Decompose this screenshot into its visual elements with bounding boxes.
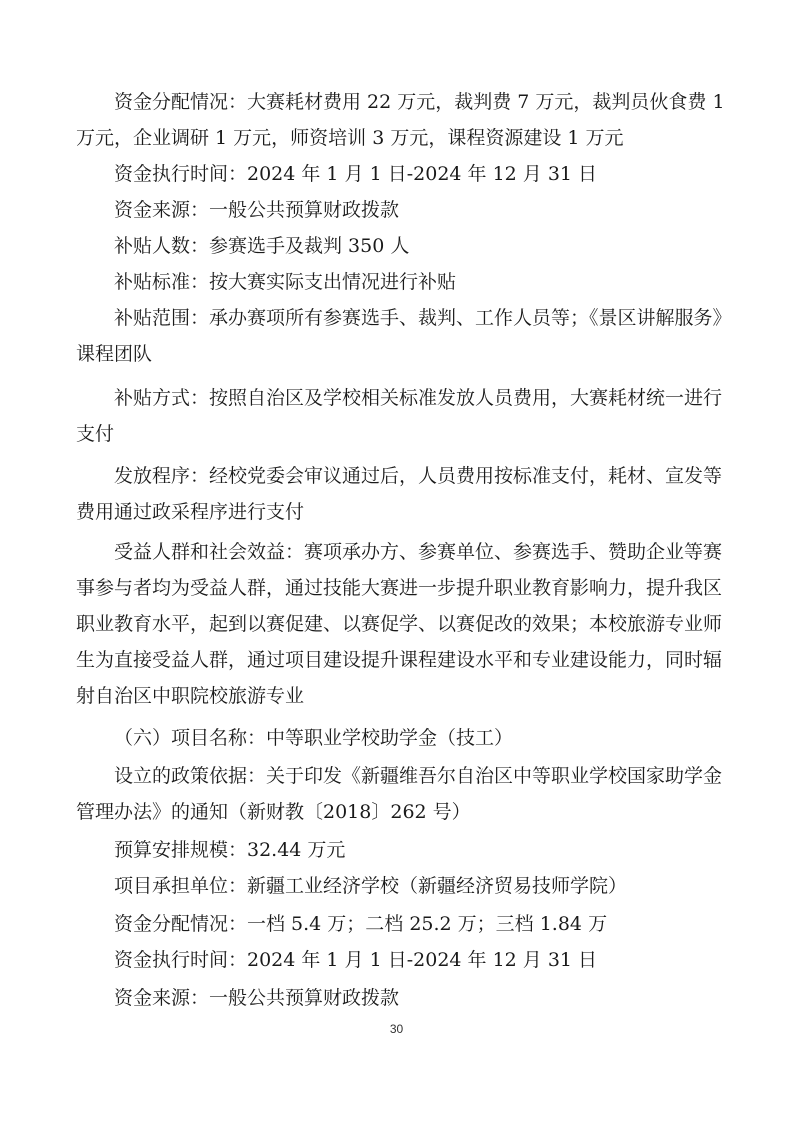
text-line: 课程团队	[76, 343, 153, 365]
text-line: 预算安排规模：32.44 万元	[114, 839, 346, 861]
text-line: 设立的政策依据：关于印发《新疆维吾尔自治区中等职业学校国家助学金	[114, 765, 723, 787]
text-line: 补贴人数：参赛选手及裁判 350 人	[114, 235, 410, 257]
text-line: 事参与者均为受益人群，通过技能大赛进一步提升职业教育影响力，提升我区	[76, 577, 723, 599]
text-line: 生为直接受益人群，通过项目建设提升课程建设水平和专业建设能力，同时辐	[76, 649, 723, 671]
paragraph-execution-time	[76, 156, 716, 192]
text-line: 资金分配情况：一档 5.4 万；二档 25.2 万；三档 1.84 万	[114, 913, 608, 935]
text-line: 补贴标准：按大赛实际支出情况进行补贴	[114, 271, 457, 293]
text-line: 万元，企业调研 1 万元，师资培训 3 万元，课程资源建设 1 万元	[76, 127, 624, 149]
paragraph-beneficiaries	[76, 534, 723, 714]
paragraph-policy-basis	[76, 758, 723, 830]
text-line: 补贴范围：承办赛项所有参赛选手、裁判、工作人员等；《景区讲解服务》	[114, 307, 732, 329]
section-heading-project-6	[76, 720, 716, 756]
paragraph-budget-scale	[76, 832, 716, 868]
text-line: 补贴方式：按照自治区及学校相关标准发放人员费用，大赛耗材统一进行	[114, 387, 723, 409]
paragraph-fund-source	[76, 192, 716, 228]
text-line: 职业教育水平，起到以赛促建、以赛促学、以赛促改的效果；本校旅游专业师	[76, 613, 723, 635]
text-line: 资金来源：一般公共预算财政拨款	[114, 987, 400, 1009]
text-line: 射自治区中职院校旅游专业	[76, 685, 305, 707]
paragraph-responsible-unit	[76, 868, 716, 904]
text-line: 发放程序：经校党委会审议通过后，人员费用按标准支付，耗材、宣发等	[114, 465, 723, 487]
page-number: 30	[389, 1022, 404, 1036]
paragraph-execution-time-2	[76, 942, 716, 978]
text-line: 资金来源：一般公共预算财政拨款	[114, 199, 400, 221]
text-line: 费用通过政采程序进行支付	[76, 501, 305, 523]
text-line: 资金执行时间：2024 年 1 月 1 日-2024 年 12 月 31 日	[114, 163, 598, 185]
paragraph-subsidy-count	[76, 228, 716, 264]
paragraph-fund-source-2	[76, 980, 716, 1016]
paragraph-disbursement-procedure	[76, 458, 723, 530]
text-line: 管理办法》的通知（新财教〔2018〕262 号）	[76, 801, 471, 823]
text-line: 资金分配情况：大赛耗材费用 22 万元，裁判费 7 万元，裁判员伙食费 1	[114, 91, 725, 113]
paragraph-subsidy-standard	[76, 264, 716, 300]
paragraph-fund-allocation-2	[76, 906, 716, 942]
paragraph-subsidy-scope	[76, 300, 732, 372]
text-line: （六）项目名称：中等职业学校助学金（技工）	[114, 727, 514, 749]
text-line: 项目承担单位：新疆工业经济学校（新疆经济贸易技师学院）	[114, 875, 628, 897]
text-line: 受益人群和社会效益：赛项承办方、参赛单位、参赛选手、赞助企业等赛	[114, 541, 723, 563]
text-line: 资金执行时间：2024 年 1 月 1 日-2024 年 12 月 31 日	[114, 949, 598, 971]
text-line: 支付	[76, 423, 115, 445]
paragraph-subsidy-method	[76, 380, 723, 452]
paragraph-fund-allocation	[76, 84, 725, 156]
